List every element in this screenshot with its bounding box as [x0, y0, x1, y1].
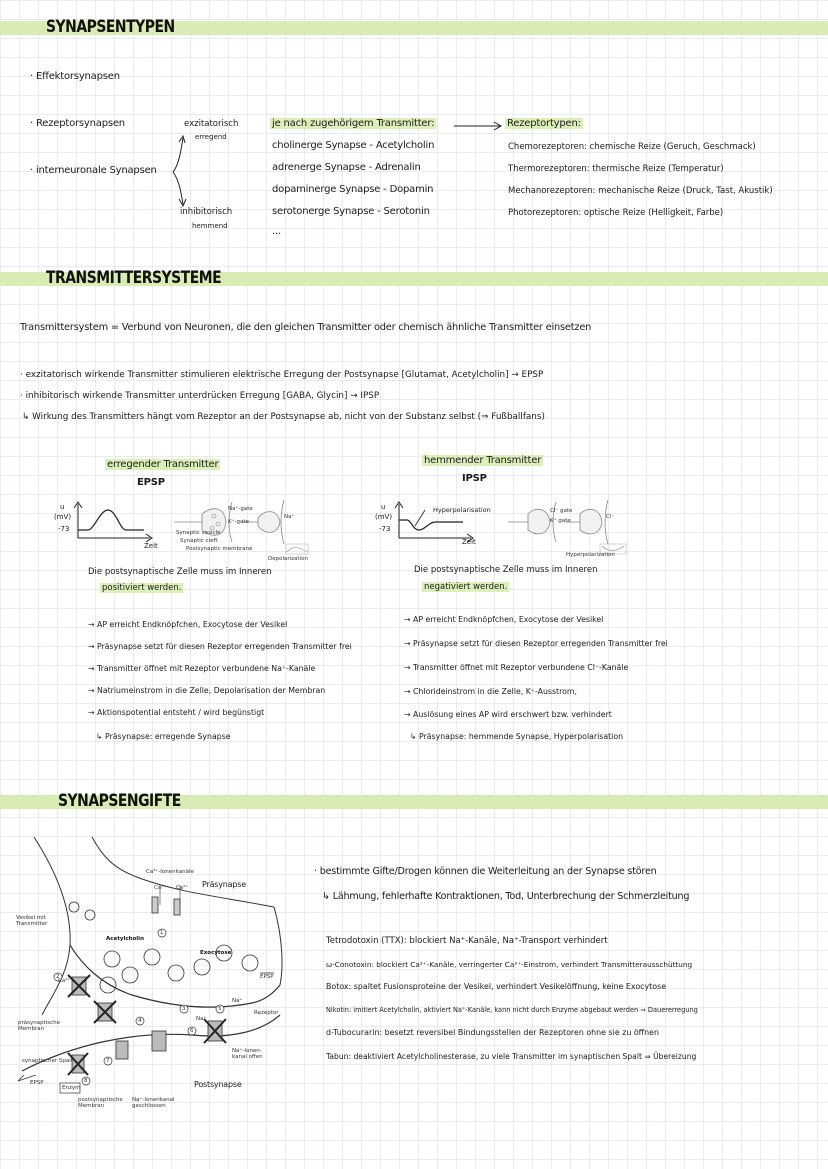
epsp-axis-unit: (mV)	[54, 513, 72, 521]
label-hemmend: hemmend	[192, 222, 228, 230]
transmitter-item: ...	[272, 226, 281, 237]
point-wirkung: ↳ Wirkung des Transmitters hängt vom Rezeptor an der Postsynapse ab, nicht von der Substanz selbst (⇒ Fußballfans)	[22, 412, 545, 422]
transmitter-heading: je nach zugehörigem Transmitter:	[272, 118, 435, 129]
toxin-item: Botox: spaltet Fusionsproteine der Vesikel, verhindert Vesikelöffnung, keine Exocytose	[326, 982, 667, 991]
ipsp-step: → Präsynapse setzt für diesen Rezeptor erregenden Transmitter frei	[404, 639, 668, 648]
diag-label-spalt: synaptischer Spalt	[22, 1058, 73, 1064]
section-title-transmittersysteme: TRANSMITTERSYSTEME	[46, 268, 222, 288]
diag-label-na-geschlossen: Na⁺-Ionenkanal geschlossen	[132, 1097, 175, 1109]
point-inhibitorisch: · inhibitorisch wirkende Transmitter unterdrücken Erregung [GABA, Glycin] → IPSP	[20, 391, 380, 401]
ipsp-diagram-label: Hyperpolarization	[566, 552, 615, 558]
diag-step-number: 1	[160, 930, 164, 936]
branch-arrows	[165, 130, 205, 210]
gifte-folgen: ↳ Lähmung, fehlerhafte Kontraktionen, Tod, Unterbrechung der Schmerzleitung	[322, 891, 690, 902]
ipsp-axis-unit: (mV)	[375, 513, 393, 521]
ipsp-step: → Chlorideinstrom in die Zelle, K⁺-Ausstrom,	[404, 687, 577, 696]
diag-step-number: 7	[106, 1058, 110, 1064]
epsp-diagram-label: Na⁺	[284, 514, 295, 520]
ipsp-step: → AP erreicht Endknöpfchen, Exocytose der Vesikel	[404, 615, 604, 624]
ipsp-label: IPSP	[462, 473, 487, 484]
epsp-step: → Transmitter öffnet mit Rezeptor verbundene Na⁺-Kanäle	[88, 664, 316, 673]
ipsp-synapse-drawing	[500, 494, 630, 556]
epsp-note-line2: positiviert werden.	[102, 583, 182, 593]
label-inhibitorisch: inhibitorisch	[180, 207, 233, 217]
transmitter-item: cholinerge Synapse - Acetylcholin	[272, 140, 435, 151]
ipsp-diagram-label: Cl⁻ gate	[550, 508, 573, 514]
synapse-diagram	[12, 835, 290, 1115]
diag-label-epsp: EPSP	[30, 1080, 44, 1086]
diag-label-acetylcholin: Acetylcholin	[106, 936, 144, 942]
diag-step-number: 4	[138, 1018, 142, 1024]
epsp-diagram-label: Synaptic vesicle	[176, 530, 221, 536]
toxin-item: Tetrodotoxin (TTX): blockiert Na⁺-Kanäle, Na⁺-Transport verhindert	[326, 936, 608, 946]
ipsp-axis-value: -73	[379, 525, 391, 533]
diag-label-ca: Ca²⁺	[58, 978, 71, 984]
hemmender-heading: hemmender Transmitter	[424, 455, 542, 466]
epsp-axis-zeit: Zeit	[144, 542, 158, 550]
ipsp-axis-u: u	[381, 503, 386, 511]
label-erregend: erregend	[195, 133, 227, 141]
epsp-step: → AP erreicht Endknöpfchen, Exocytose der Vesikel	[88, 620, 288, 629]
diag-label-rezeptor: Rezeptor	[254, 1010, 279, 1016]
diag-step-number: 5	[218, 1006, 222, 1012]
point-exzitatorisch: · exzitatorisch wirkende Transmitter stimulieren elektrische Erregung der Postsynapse [Glutamat, Acetylcholin] → EPSP	[20, 370, 544, 380]
epsp-diagram-label: K⁺-gate	[228, 519, 249, 525]
diag-step-number: 6	[190, 1028, 194, 1034]
ipsp-diagram-label: K⁺ gate	[550, 518, 571, 524]
epsp-note-line1: Die postsynaptische Zelle muss im Inneren	[88, 567, 272, 577]
epsp-label: EPSP	[137, 477, 165, 488]
transmittersystem-definition: Transmittersystem = Verbund von Neuronen, die den gleichen Transmitter oder chemisch ähnliche Transmitter einsetzen	[20, 322, 592, 333]
diag-label-ca-kanaele: Ca²⁺-Ionenkanäle	[146, 869, 194, 875]
epsp-step: → Natriumeinstrom in die Zelle, Depolarisation der Membran	[88, 686, 326, 695]
epsp-diagram-label: Na⁺-gate	[228, 506, 253, 512]
ipsp-step: → Transmitter öffnet mit Rezeptor verbundene Cl⁻-Kanäle	[404, 663, 629, 672]
ipsp-diagram-label: Cl⁻	[606, 514, 615, 520]
ipsp-note-line1: Die postsynaptische Zelle muss im Inneren	[414, 565, 598, 575]
rezeptortypen-heading: Rezeptortypen:	[507, 118, 581, 129]
ipsp-step: ↳ Präsynapse: hemmende Synapse, Hyperpolarisation	[410, 732, 624, 741]
diag-label-enzym: Enzym	[62, 1085, 81, 1091]
diag-label-postsynapse: Postsynapse	[194, 1080, 242, 1089]
diag-step-number: 8	[84, 1078, 88, 1084]
rezeptortyp-item: Photorezeptoren: optische Reize (Helligkeit, Farbe)	[508, 208, 724, 218]
diag-label-exocytose: Exocytose	[200, 950, 232, 956]
ipsp-note-line2: negativiert werden.	[424, 582, 508, 592]
diag-label-post-membran: postsynaptische Membran	[78, 1097, 123, 1109]
bullet-interneuronale-synapsen: · interneuronale Synapsen	[30, 165, 157, 176]
transmitter-item: dopaminerge Synapse - Dopamin	[272, 184, 434, 195]
arrow-to-rezeptortypen	[452, 119, 504, 133]
toxin-item: d-Tubocurarin: besetzt reversibel Bindungsstellen der Rezeptoren ohne sie zu öffnen	[326, 1028, 659, 1037]
epsp-diagram-label: Postsynaptic membrane	[186, 546, 253, 552]
ipsp-axis-zeit: Zeit	[462, 538, 476, 546]
label-exzitatorisch: exzitatorisch	[184, 119, 239, 129]
epsp-diagram-label: Synaptic cleft	[180, 538, 218, 544]
epsp-step: ↳ Präsynapse: erregende Synapse	[96, 732, 231, 741]
ipsp-step: → Auslösung eines AP wird erschwert bzw. verhindert	[404, 710, 612, 719]
epsp-axis-value: -73	[58, 525, 70, 533]
diag-label-ca: Ca²⁺	[176, 885, 189, 891]
epsp-diagram-label: Depolarization	[268, 556, 308, 562]
diag-label-na-offen: Na⁺-Ionen-kanal offen	[232, 1048, 263, 1060]
ipsp-hyperpolarisation-label: Hyperpolarisation	[433, 506, 491, 514]
diag-step-number: 2	[56, 974, 60, 980]
rezeptortyp-item: Thermorezeptoren: thermische Reize (Temperatur)	[508, 164, 724, 174]
transmitter-item: adrenerge Synapse - Adrenalin	[272, 162, 421, 173]
diag-step-number: 3	[182, 1006, 186, 1012]
diag-label-na: Na⁺	[196, 1016, 207, 1022]
toxin-item: Nikotin: imitiert Acetylcholin, aktiviert Na⁺-Kanäle, kann nicht durch Enzyme abgebaut werden ⇒ Dauererregung	[326, 1006, 698, 1014]
transmitter-item: serotonerge Synapse - Serotonin	[272, 206, 430, 217]
erregender-heading: erregender Transmitter	[107, 459, 219, 470]
gifte-bullet-stoeren: · bestimmte Gifte/Drogen können die Weiterleitung an der Synapse stören	[314, 866, 657, 877]
rezeptortyp-item: Chemorezeptoren: chemische Reize (Geruch, Geschmack)	[508, 142, 756, 152]
bullet-rezeptorsynapsen: · Rezeptorsynapsen	[30, 118, 125, 129]
diag-label-vesikel: Vesikel mit Transmitter	[16, 915, 48, 927]
diag-label-praes-membran: präsynaptische Membran	[18, 1020, 61, 1032]
toxin-item: ω-Conotoxin: blockiert Ca²⁺-Kanäle, verringerter Ca²⁺-Einstrom, verhindert Transmitterausschüttung	[326, 960, 693, 969]
toxin-item: Tabun: deaktiviert Acetylcholinesterase, zu viele Transmitter im synaptischen Spalt ⇒ Übereizung	[326, 1052, 697, 1061]
diag-label-ca: Ca²⁺	[154, 885, 167, 891]
section-title-synapsentypen: SYNAPSENTYPEN	[46, 17, 175, 37]
epsp-axis-u: u	[60, 503, 65, 511]
diag-label-na: Na⁺	[232, 998, 243, 1004]
section-title-synapsengifte: SYNAPSENGIFTE	[58, 791, 181, 811]
rezeptortyp-item: Mechanorezeptoren: mechanische Reize (Druck, Tast, Akustik)	[508, 186, 773, 196]
epsp-step: → Präsynapse setzt für diesen Rezeptor erregenden Transmitter frei	[88, 642, 352, 651]
epsp-step: → Aktionspotential entsteht / wird begünstigt	[88, 708, 265, 717]
diag-label-epsp: EPSP	[260, 974, 274, 980]
diag-label-praesynapse: Präsynapse	[202, 880, 246, 889]
bullet-effektorsynapsen: · Effektorsynapsen	[30, 71, 120, 82]
